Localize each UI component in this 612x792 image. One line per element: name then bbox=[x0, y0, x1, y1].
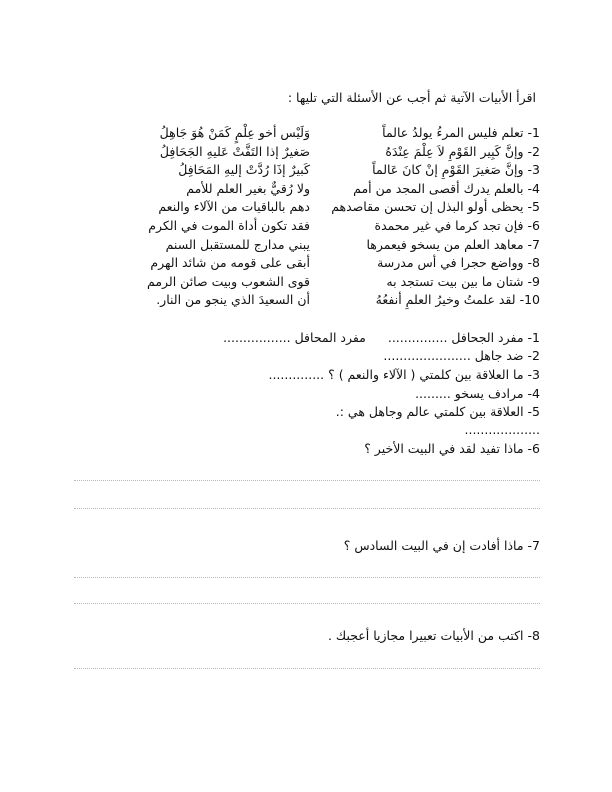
verse-number: 5- bbox=[527, 199, 540, 215]
verse-number: 1- bbox=[527, 125, 540, 140]
question-3 bbox=[268, 367, 540, 383]
answer-line bbox=[74, 480, 540, 481]
answer-line bbox=[74, 603, 540, 604]
verse-text: تعلم فليس المرءُ يولدُ عالماً bbox=[382, 125, 524, 140]
verse-7-first bbox=[310, 236, 540, 255]
question-text: العلاقة بين كلمتي عالم وجاهل هي :. bbox=[335, 404, 524, 419]
question-text: ما العلاقة بين كلمتي ( الآلاء والنعم ) ؟ .............. bbox=[268, 367, 524, 382]
verse-text: بالعلم يدرك أقصى المجد من أمم bbox=[353, 180, 524, 196]
verses-first-column bbox=[310, 124, 540, 310]
verses-second-column bbox=[110, 124, 310, 310]
question-number: 4- bbox=[527, 386, 540, 401]
verse-2-second: صَغيرٌ إذا التَفَّتْ عَليهِ الجَحَافِلُ bbox=[159, 143, 310, 159]
verse-8-second: أبقى على قومه من شائد الهرم bbox=[150, 255, 310, 271]
verse-6-second: فقد تكون أداة الموت في الكرم bbox=[148, 217, 310, 233]
question-5-continuation: ................... bbox=[464, 422, 540, 437]
verse-number: 10- bbox=[519, 292, 540, 308]
verse-number: 9- bbox=[527, 273, 540, 289]
verse-9-first bbox=[310, 273, 540, 292]
verse-number: 6- bbox=[527, 217, 540, 233]
verse-number: 4- bbox=[527, 180, 540, 196]
verse-8-first bbox=[310, 254, 540, 273]
verse-1-first bbox=[310, 124, 540, 143]
question-number: 3- bbox=[527, 367, 540, 382]
verse-10-second: أن السعيدَ الذي ينجو من النار. bbox=[156, 292, 310, 308]
question-number: 1- bbox=[527, 330, 540, 345]
verse-7-second: يبني مدارج للمستقبل السنم bbox=[165, 236, 310, 252]
verse-9-second: قوى الشعوب وبيت صائن الرمم bbox=[147, 273, 310, 289]
verse-1-second: وَلَيْس أخو عِلْمٍ كَمَنْ هُوَ جَاهِلُ bbox=[159, 125, 310, 140]
question-extra: مفرد المحافل ................. bbox=[223, 330, 366, 345]
verse-number: 3- bbox=[527, 162, 540, 178]
question-7 bbox=[344, 538, 540, 554]
verse-4-first bbox=[310, 180, 540, 199]
verse-5-first bbox=[310, 198, 540, 217]
answer-line bbox=[74, 577, 540, 578]
verse-number: 2- bbox=[527, 143, 540, 159]
question-text: مرادف يسخو ......... bbox=[415, 386, 524, 401]
question-number: 5- bbox=[527, 404, 540, 419]
question-number: 2- bbox=[527, 348, 540, 363]
verse-text: يحظى أولو البذل إن تحسن مقاصدهم bbox=[331, 199, 524, 215]
question-number: 8- bbox=[527, 628, 540, 643]
question-1 bbox=[223, 330, 540, 346]
verse-text: لقد علمتُ وخيرُ العلمِ أنفعُهُ bbox=[375, 292, 516, 308]
question-4 bbox=[415, 386, 540, 402]
verse-4-second: ولا رُقيٌّ بغير العلم للأمم bbox=[186, 180, 310, 196]
answer-line bbox=[74, 508, 540, 509]
question-2 bbox=[383, 348, 540, 364]
question-text: ضد جاهل ...................... bbox=[383, 348, 524, 363]
question-number: 6- bbox=[527, 441, 540, 456]
verse-5-second: دهم بالباقيات من الآلاء والنعم bbox=[158, 199, 310, 215]
verse-3-first bbox=[310, 161, 540, 180]
question-text: مفرد الجحافل ............... bbox=[387, 330, 524, 345]
verse-text: معاهد العلم من يسخو فيعمرها bbox=[366, 236, 524, 252]
question-text: اكتب من الأبيات تعبيرا مجازيا أعجبك . bbox=[327, 628, 524, 643]
verse-3-second: كَبيرٌ إذَا رُدَّتْ إليهِ المَحَافِلُ bbox=[178, 162, 310, 178]
question-8 bbox=[328, 628, 540, 644]
verse-text: وإنَّ كَبِير القَوْمِ لاَ عِلْمَ عِنْدَهُ bbox=[385, 143, 524, 159]
verse-text: شتان ما بين بيت تستجد به bbox=[386, 273, 524, 289]
answer-line bbox=[74, 668, 540, 669]
question-text: ماذا أفادت إن في البيت السادس ؟ bbox=[343, 538, 524, 553]
verse-text: وواضع حجرا في أس مدرسة bbox=[377, 255, 524, 271]
question-5 bbox=[336, 404, 540, 420]
question-text: ماذا تفيد لقد في البيت الأخير ؟ bbox=[364, 441, 524, 456]
verse-number: 7- bbox=[527, 236, 540, 252]
verse-number: 8- bbox=[527, 255, 540, 271]
verse-2-first bbox=[310, 143, 540, 162]
verse-10-first bbox=[310, 291, 540, 310]
verse-text: فإن تجد كرما في غير محمدة bbox=[374, 217, 524, 233]
question-6 bbox=[364, 441, 540, 457]
verse-text: وإنَّ صَغيرَ القَوْمِ إنْ كانَ عَالماً bbox=[372, 162, 524, 178]
instructions: اقرأ الأبيات الآتية ثم أجب عن الأسئلة التي تليها : bbox=[287, 90, 536, 105]
question-number: 7- bbox=[527, 538, 540, 553]
verse-6-first bbox=[310, 217, 540, 236]
